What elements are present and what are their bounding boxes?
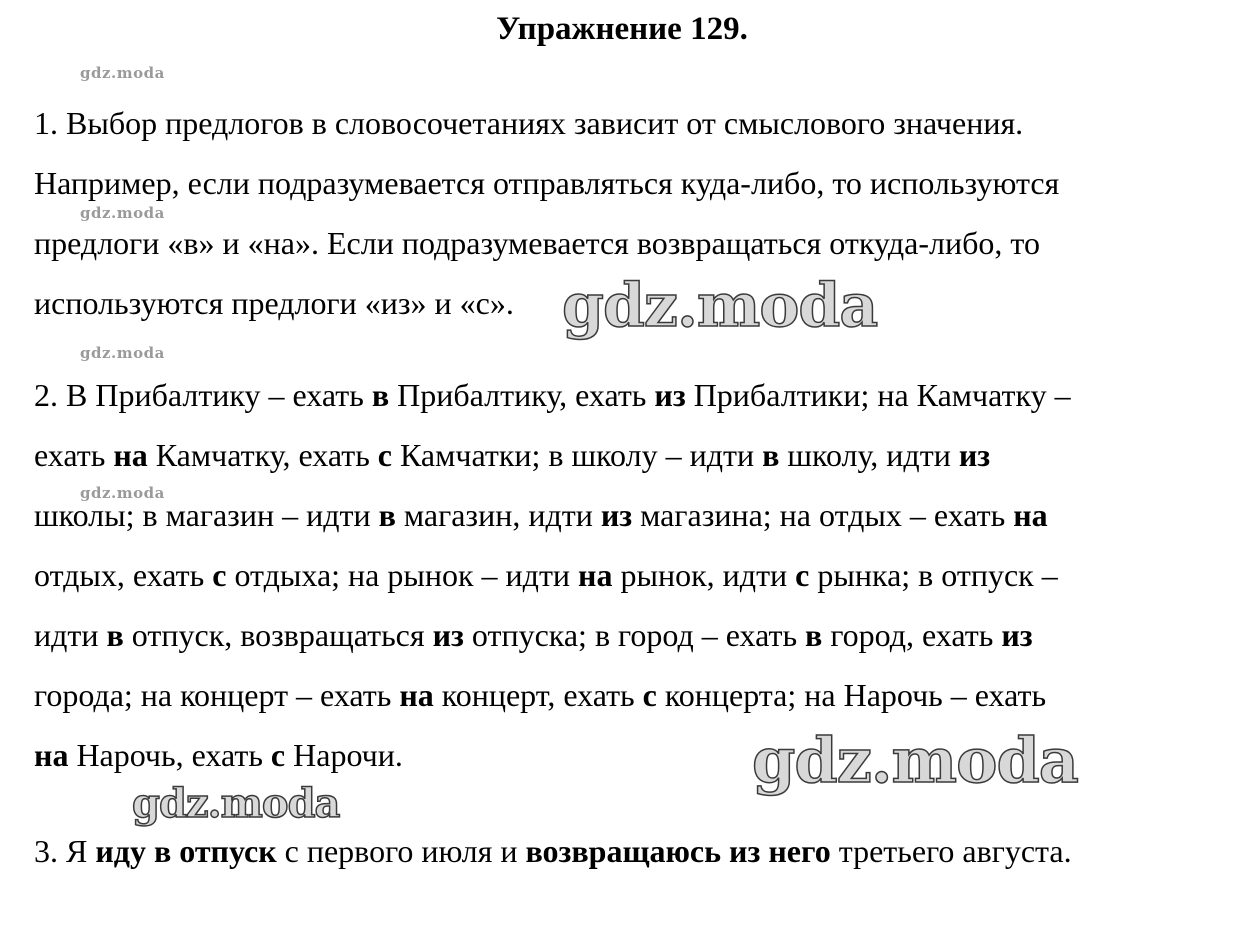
watermark-large: gdz.moda [562,271,878,341]
text-segment: Нарочь, ехать [68,737,271,773]
text-segment: отдых, ехать [34,557,213,593]
paragraph-1-line-2: Например, если подразумевается отправляться куда-либо, то используются [34,165,1060,201]
paragraph-1-line-3: предлоги «в» и «на». Если подразумевается возвращаться откуда-либо, то [34,225,1040,261]
bold-phrase: иду в отпуск [95,833,277,869]
bold-preposition: в [805,617,823,653]
text-segment: концерт, ехать [433,677,643,713]
bold-preposition: с [377,437,392,473]
text-segment: магазин, идти [395,497,601,533]
bold-preposition: из [1001,617,1033,653]
text-segment: 2. В Прибалтику – ехать [34,377,372,413]
bold-preposition: с [270,737,286,773]
paragraph-1-line-4: используются предлоги «из» и «с». [34,285,514,321]
paragraph-2-line-3 [34,496,1048,534]
text-segment: ехать [34,437,114,473]
text-segment: Прибалтику, ехать [389,377,655,413]
paragraph-1-line-1: 1. Выбор предлогов в словосочетаниях зависит от смыслового значения. [34,105,1024,141]
bold-preposition: на [399,677,434,713]
bold-preposition: с [642,677,657,713]
paragraph-2-line-7 [34,736,403,774]
paragraph-2-line-6 [34,676,1046,714]
text-segment: третьего августа. [830,833,1072,869]
bold-preposition: в [762,437,780,473]
text-segment: магазина; на отдых – ехать [632,497,1014,533]
bold-preposition: в [378,497,396,533]
text-segment: Прибалтики; на Камчатку – [685,377,1071,413]
text-segment: Нарочи. [285,737,403,773]
text-segment: школы; в магазин – идти [34,497,379,533]
bold-preposition: на [113,437,148,473]
bold-preposition: из [958,437,991,473]
text-segment: идти [34,617,107,653]
watermark-small: gdz.moda [80,344,165,362]
text-segment: Камчатку, ехать [147,437,378,473]
bold-preposition: в [106,617,124,653]
text-segment: города; на концерт – ехать [34,677,400,713]
bold-preposition: в [371,377,390,413]
bold-phrase: возвращаюсь из него [525,833,831,869]
text-segment: Камчатки; в школу – идти [391,437,763,473]
text-segment: 3. Я [34,833,96,869]
text-segment: с первого июля и [276,833,526,869]
text-segment: школу, идти [779,437,959,473]
bold-preposition: на [578,557,613,593]
watermark-small: gdz.moda [80,64,165,82]
text-segment: отдыха; на рынок – идти [226,557,579,593]
bold-preposition: из [654,377,686,413]
text-segment: отпуска; в город – ехать [463,617,806,653]
paragraph-2-line-5 [34,616,1033,654]
bold-preposition: на [34,737,69,773]
paragraph-3-line-1 [34,832,1072,870]
bold-preposition: с [795,557,810,593]
exercise-title: Упражнение 129. [496,11,748,47]
text-segment: рынок, идти [612,557,796,593]
bold-preposition: из [432,617,464,653]
paragraph-2-line-2 [34,436,990,474]
paragraph-2-line-1 [34,376,1071,414]
text-segment: концерта; на Нарочь – ехать [656,677,1047,713]
watermark-small: gdz.moda [80,484,165,502]
watermark-large: gdz.moda [752,724,1078,797]
watermark-small: gdz.moda [80,204,165,222]
bold-preposition: на [1013,497,1048,533]
paragraph-2-line-4 [34,556,1058,594]
bold-preposition: с [212,557,227,593]
watermark-large: gdz.moda [132,780,340,827]
bold-preposition: из [600,497,633,533]
text-segment: рынка; в отпуск – [809,557,1058,593]
text-segment: город, ехать [822,617,1002,653]
text-segment: отпуск, возвращаться [123,617,433,653]
